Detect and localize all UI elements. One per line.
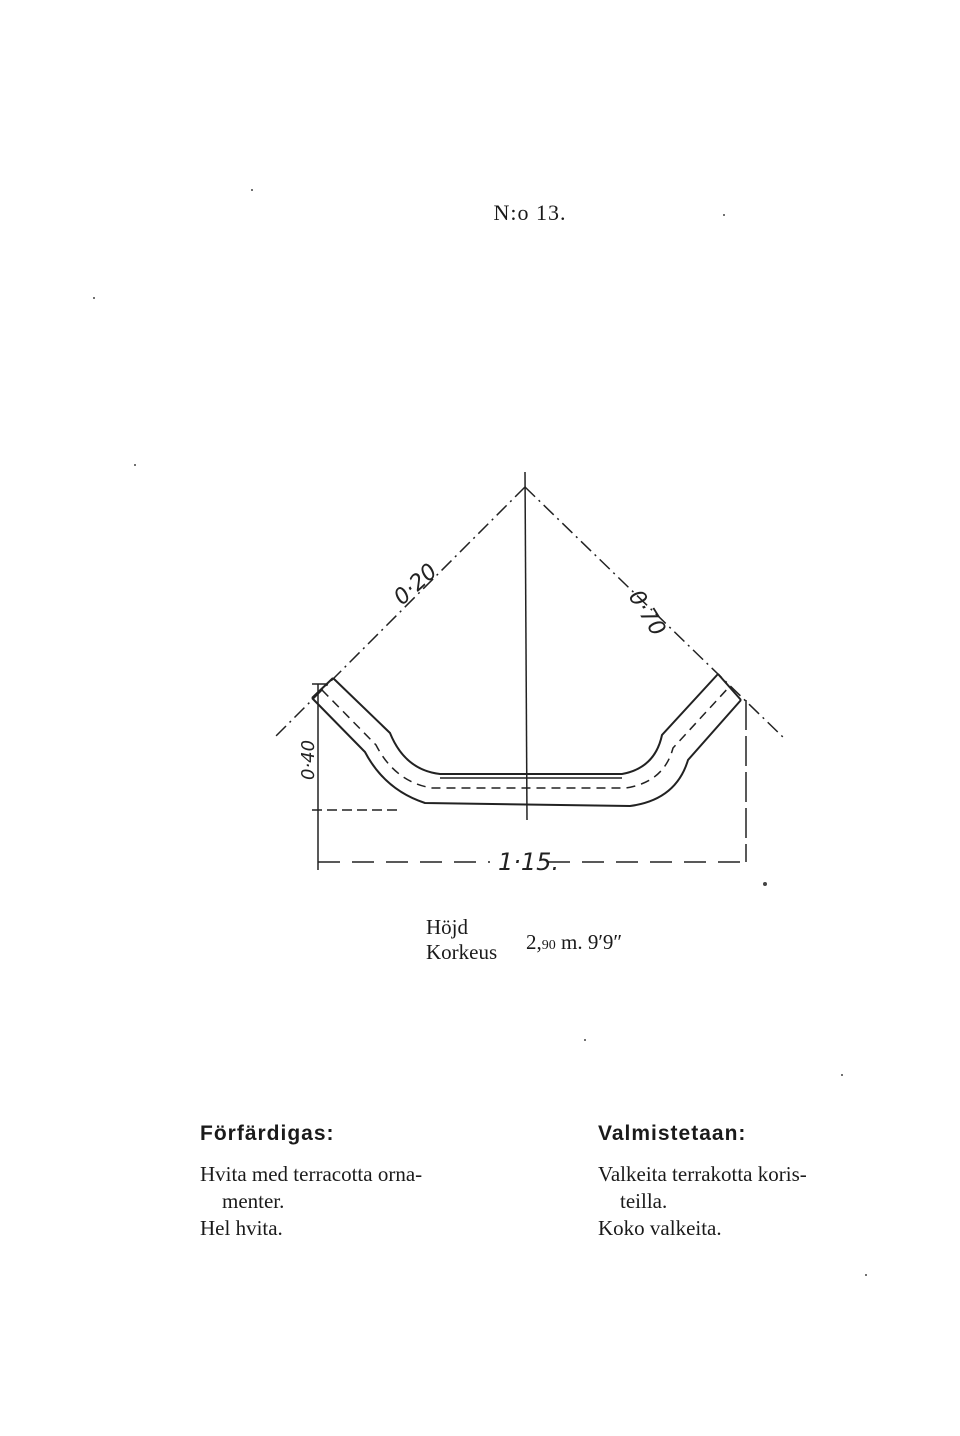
scan-specks	[93, 189, 867, 1276]
page-number: N:o 13.	[493, 200, 567, 225]
swedish-line-3: Hel hvita.	[200, 1216, 283, 1240]
stove-left-end-cap	[312, 678, 333, 698]
height-value	[526, 930, 622, 955]
swedish-column	[200, 1120, 500, 1242]
dim-right-diagonal: 0·70	[622, 585, 671, 641]
height-value-main: 2,	[526, 930, 542, 954]
dim-left-diagonal: 0·20	[389, 559, 443, 611]
swedish-heading: Förfärdigas:	[200, 1122, 335, 1145]
finnish-column	[598, 1120, 898, 1242]
swedish-line-2: menter.	[222, 1189, 285, 1213]
height-labels	[426, 915, 497, 965]
swedish-line-1: Hvita med terracotta orna-	[200, 1162, 423, 1186]
finnish-heading: Valmistetaan:	[598, 1122, 747, 1145]
finnish-line-2: teilla.	[620, 1189, 668, 1213]
finnish-line-3: Koko valkeita.	[598, 1216, 722, 1240]
dim-side-height: 0·40	[298, 739, 319, 780]
center-axis-line	[525, 472, 527, 820]
dim-width: 1·15.	[498, 848, 560, 876]
height-value-decimals: 90	[541, 938, 556, 953]
height-label-finnish: Korkeus	[426, 940, 498, 964]
height-label-swedish: Höjd	[426, 915, 468, 939]
height-value-rest: m. 9′9″	[555, 930, 623, 954]
finnish-line-1: Valkeita terrakotta koris-	[598, 1162, 807, 1186]
